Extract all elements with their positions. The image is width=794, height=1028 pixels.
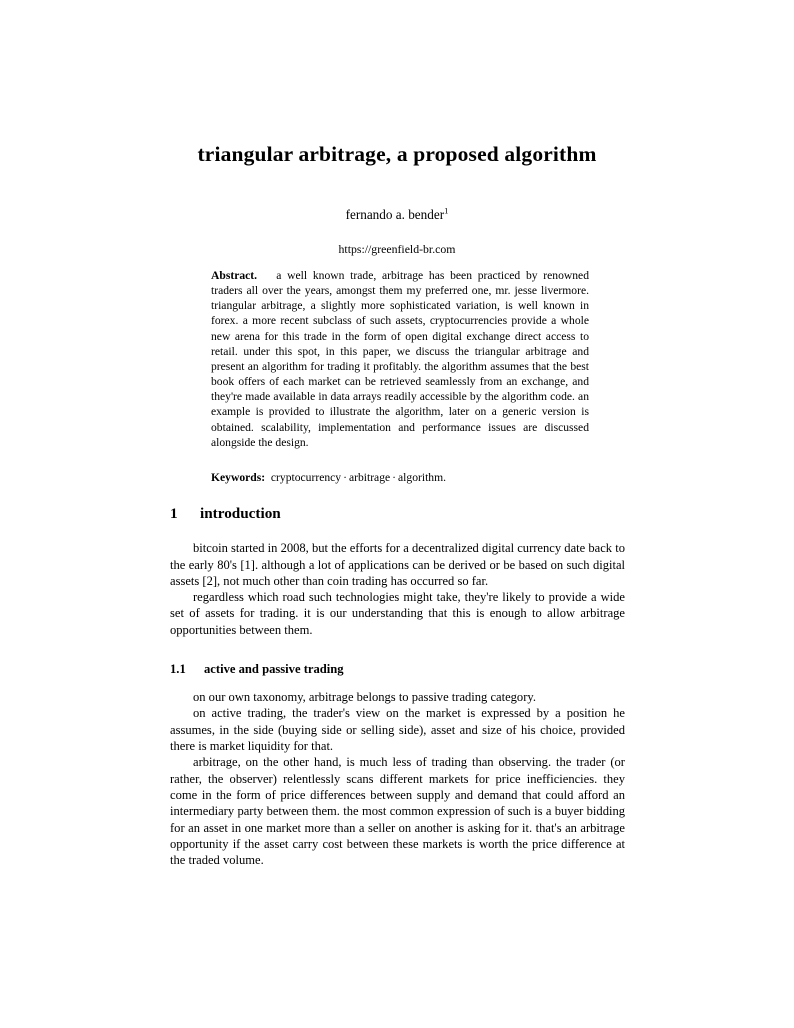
spacer — [170, 523, 625, 540]
body-column — [170, 505, 625, 868]
paragraph: bitcoin started in 2008, but the efforts for a decentralized digital currency date back to the early 80's [1]. although a lot of applications can be derived or be based on such digital assets [2], not much other than coin trading has occurred so far. — [170, 541, 625, 588]
author-footnote-marker: 1 — [444, 205, 449, 216]
section-title: introduction — [200, 505, 281, 522]
spacer — [170, 677, 625, 689]
keyword-item: arbitrage — [348, 471, 391, 484]
title-block — [0, 141, 794, 257]
subsection-title: active and passive trading — [204, 662, 344, 677]
paragraph: on our own taxonomy, arbitrage belongs to passive trading category. — [193, 690, 536, 705]
author-name: fernando a. bender — [345, 206, 445, 222]
page-title: triangular arbitrage, a proposed algorithm — [197, 142, 597, 166]
subsection-heading-active-and-passive-trading — [170, 662, 625, 677]
paragraph: on active trading, the trader's view on the market is expressed by a position he assumes, in the side (buying side or selling side), asset and size of his choice, provided there is market liquidity for that. — [170, 706, 625, 754]
author-url[interactable]: https://greenfield-br.com — [338, 242, 456, 257]
paragraph: regardless which road such technologies might take, they're likely to provide a wide set of assets for trading. it is our understanding that this is enough to allow arbitrage opportunities between them. — [170, 590, 625, 637]
keyword-separator: · — [392, 471, 397, 484]
keywords-line — [211, 470, 589, 485]
subsection-number: 1.1 — [170, 662, 186, 677]
keyword-separator: · — [343, 471, 347, 484]
paragraph: arbitrage, on the other hand, is much less of trading than observing. the trader (or rather, the observer) relentlessly scans different markets for price inefficiencies. they come in the form of price differences between supply and demand that could afford an intermediary party between them. the most common expression of such is a buyer bidding for an asset in one market more than a seller on another is asking for it. that's an arbitrage opportunity if the asset carry cost between these markets is worth the price difference at the traded volume. — [170, 755, 625, 868]
abstract-text: a well known trade, arbitrage has been practiced by renowned traders all over the years, amongst them my preferred one, mr. jesse livermore. triangular arbitrage, a slightly more sophisticated variation, is well known in forex. a more recent subclass of such assets, cryptocurrencies provide a whole new arena for this trade in the form of open digital exchange direct access to retail. under this spot, in this paper, we discuss the triangular arbitrage and present an algorithm for trading it profitably. the algorithm assumes that the best book offers of each market can be retrieved seamlessly from an exchange, and they're made available in data arrays readily accessible by the algorithm code. an example is provided to illustrate the algorithm, later on a generic version is obtained. scalability, implementation and performance issues are discussed alongside the design. — [211, 269, 589, 449]
author-line — [0, 206, 794, 223]
section-number: 1 — [170, 505, 178, 522]
abstract-label: Abstract. — [211, 269, 258, 282]
abstract-block — [211, 268, 589, 450]
keywords-label: Keywords: — [211, 471, 266, 484]
section-heading-introduction — [170, 505, 625, 523]
keyword-item: algorithm. — [398, 471, 447, 484]
keyword-item: cryptocurrency — [270, 471, 342, 484]
spacer — [170, 638, 625, 662]
